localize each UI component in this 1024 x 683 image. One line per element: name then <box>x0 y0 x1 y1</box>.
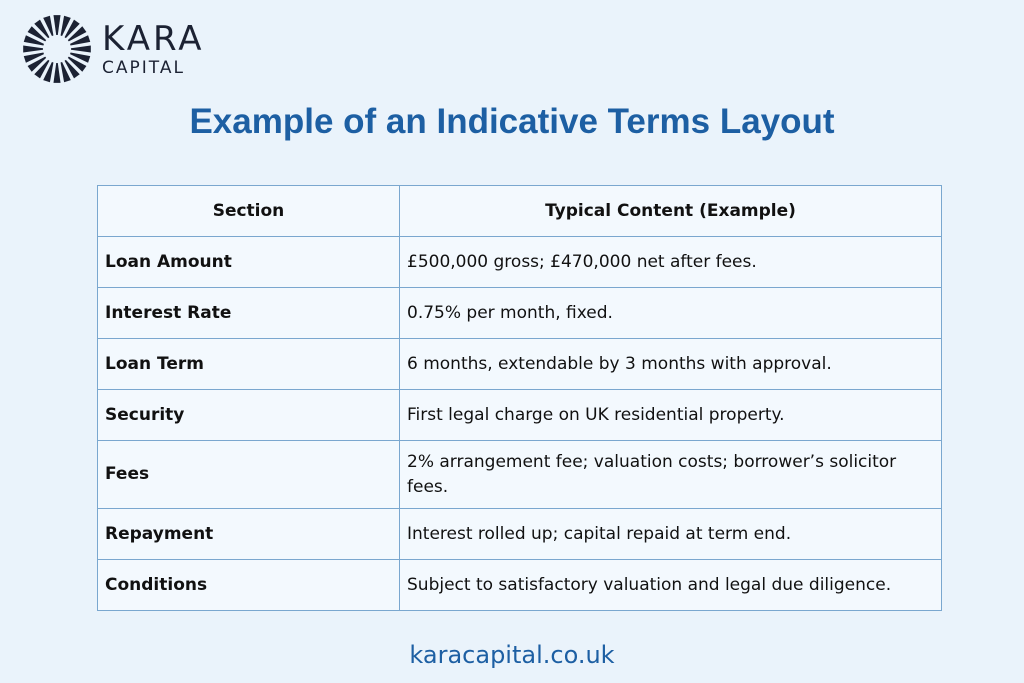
table-row <box>98 339 942 390</box>
row-section-label: Security <box>98 390 400 441</box>
footer-website-link[interactable]: karacapital.co.uk <box>409 641 615 669</box>
table-row <box>98 560 942 611</box>
terms-table <box>97 185 942 611</box>
logo-ray <box>53 63 60 83</box>
brand-subtitle: CAPITAL <box>102 58 185 78</box>
row-content: Subject to satisfactory valuation and legal due diligence. <box>400 560 942 611</box>
table-row <box>98 237 942 288</box>
header-content: Typical Content (Example) <box>400 186 942 237</box>
row-section-label: Repayment <box>98 509 400 560</box>
logo-ray <box>23 45 43 52</box>
row-content: First legal charge on UK residential property. <box>400 390 942 441</box>
header-section: Section <box>98 186 400 237</box>
table-row <box>98 288 942 339</box>
table-row <box>98 509 942 560</box>
row-content: 0.75% per month, fixed. <box>400 288 942 339</box>
row-section-label: Fees <box>98 441 400 509</box>
row-content: 2% arrangement fee; valuation costs; borrower’s solicitor fees. <box>400 441 942 509</box>
row-content: £500,000 gross; £470,000 net after fees. <box>400 237 942 288</box>
logo-ray <box>53 15 60 35</box>
row-section-label: Loan Amount <box>98 237 400 288</box>
row-content: 6 months, extendable by 3 months with approval. <box>400 339 942 390</box>
table-header-row <box>98 186 942 237</box>
row-section-label: Loan Term <box>98 339 400 390</box>
table-row <box>98 441 942 509</box>
brand-name: KARA <box>102 19 205 59</box>
page-title: Example of an Indicative Terms Layout <box>189 102 835 141</box>
table-row <box>98 390 942 441</box>
row-content: Interest rolled up; capital repaid at term end. <box>400 509 942 560</box>
logo-sunburst-icon <box>22 14 92 84</box>
row-section-label: Interest Rate <box>98 288 400 339</box>
logo-ray <box>71 45 91 52</box>
logo-text <box>102 20 204 78</box>
row-section-label: Conditions <box>98 560 400 611</box>
brand-logo <box>22 14 204 84</box>
